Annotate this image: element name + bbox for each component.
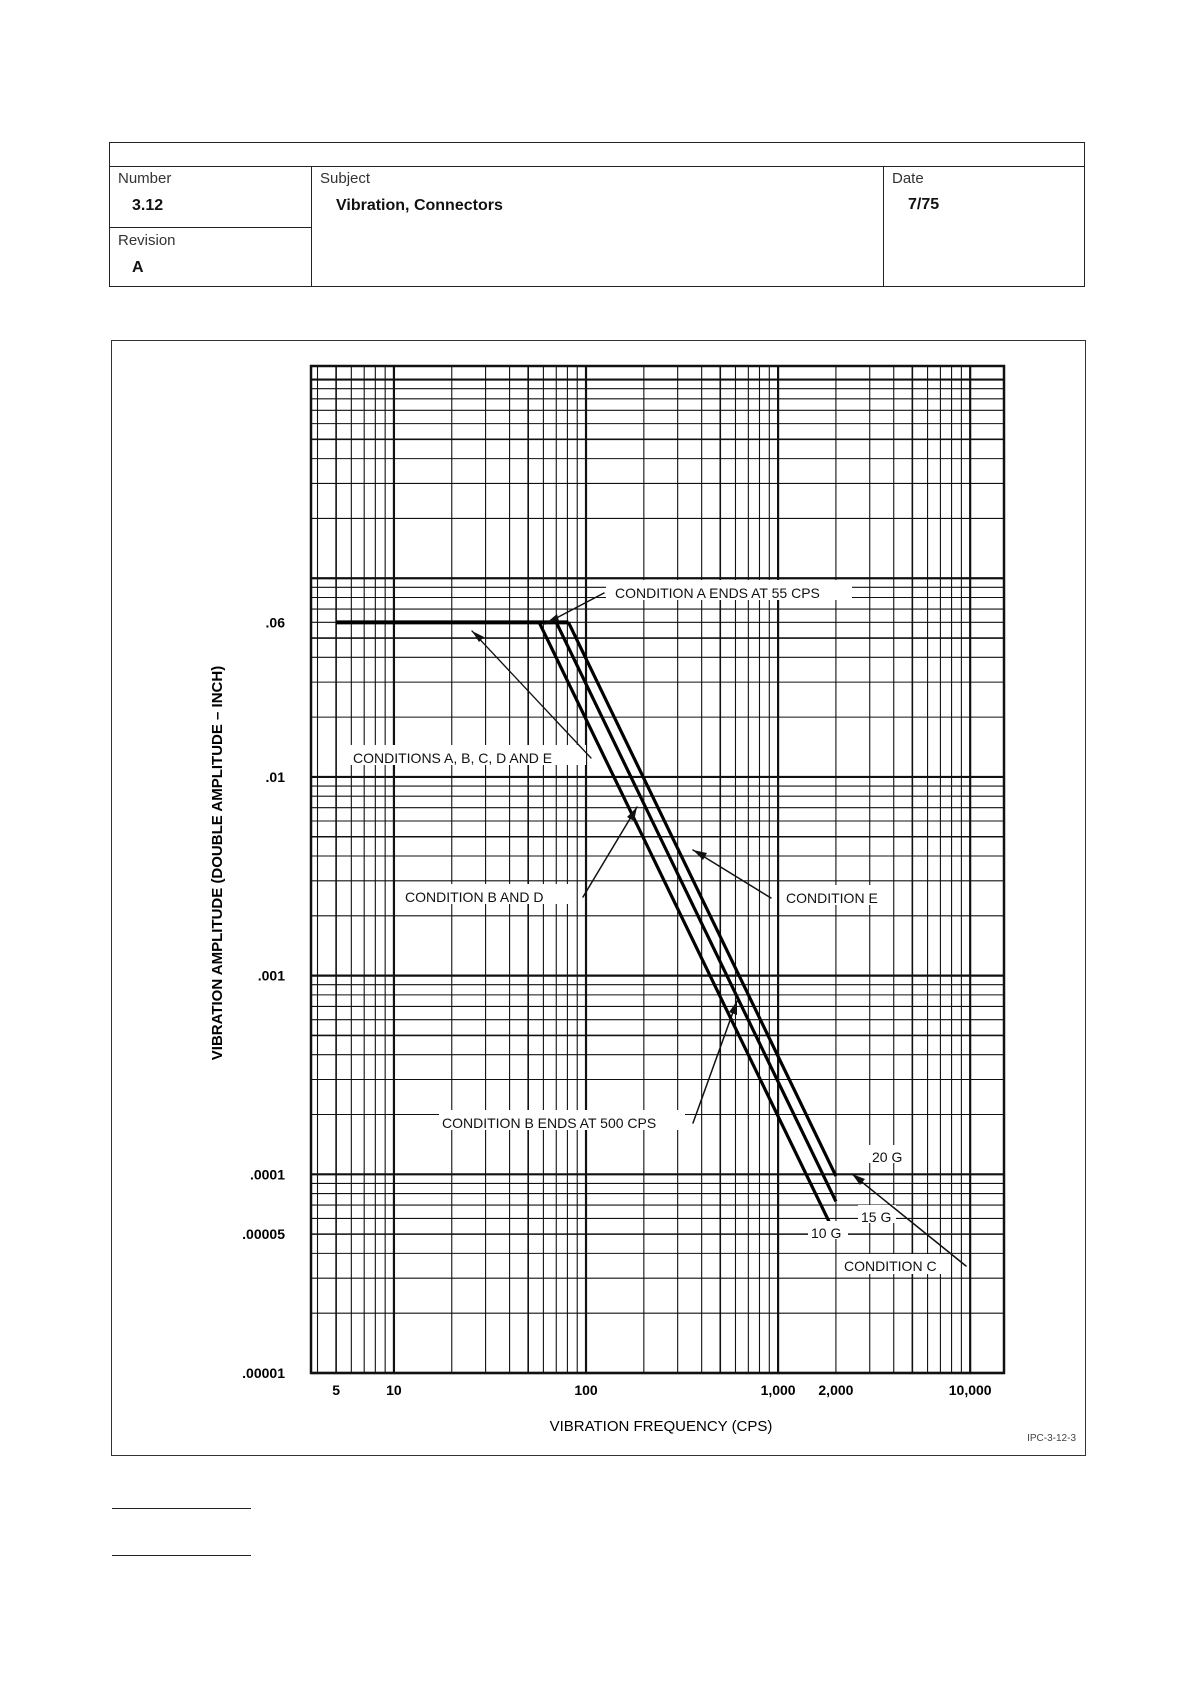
arrowhead <box>693 850 707 860</box>
x-tick-label: 10,000 <box>948 1382 992 1398</box>
annotation-condition-a-ends: CONDITION A ENDS AT 55 CPS <box>615 585 820 601</box>
number-value: 3.12 <box>132 197 164 214</box>
arrowhead <box>472 631 484 642</box>
y-tick-label: .001 <box>257 967 285 984</box>
annotation-15g: 15 G <box>861 1209 892 1225</box>
x-axis-title: VIBRATION FREQUENCY (CPS) <box>549 1418 773 1435</box>
y-tick-label: .0001 <box>249 1166 285 1183</box>
annotations <box>350 580 966 1274</box>
series-line-10 <box>539 622 836 1236</box>
x-tick-label: 10 <box>386 1382 402 1398</box>
subject-label: Subject <box>320 170 371 187</box>
date-value: 7/75 <box>908 196 940 213</box>
date-label: Date <box>892 170 924 187</box>
y-tick-label: .06 <box>265 614 285 631</box>
x-tick-label: 2,000 <box>818 1382 854 1398</box>
revision-label: Revision <box>118 232 176 249</box>
y-tick-label: .00005 <box>242 1226 285 1243</box>
figure-id: IPC-3-12-3 <box>1027 1433 1076 1444</box>
x-tick-label: 100 <box>574 1382 598 1398</box>
subject-value: Vibration, Connectors <box>336 197 503 214</box>
annotation-condition-c: CONDITION C <box>844 1258 937 1274</box>
annotation-condition-b-d: CONDITION B AND D <box>405 889 544 905</box>
annotation-condition-e: CONDITION E <box>786 890 878 906</box>
footnote-rule <box>112 1555 251 1556</box>
y-axis-title: VIBRATION AMPLITUDE (DOUBLE AMPLITUDE – INCH) <box>209 665 226 1061</box>
y-tick-label: .00001 <box>242 1365 285 1381</box>
number-label: Number <box>118 170 172 187</box>
arrowhead <box>729 1001 737 1015</box>
x-tick-label: 1,000 <box>760 1382 796 1398</box>
revision-value: A <box>132 259 144 276</box>
footnote-rule <box>112 1508 251 1509</box>
annotation-20g: 20 G <box>872 1149 903 1165</box>
annotation-conditions-all: CONDITIONS A, B, C, D AND E <box>353 750 553 766</box>
y-tick-label: .01 <box>265 768 285 785</box>
x-tick-label: 5 <box>332 1382 341 1398</box>
annotation-condition-b-ends: CONDITION B ENDS AT 500 CPS <box>442 1115 657 1131</box>
annotation-10g: 10 G <box>811 1225 842 1241</box>
